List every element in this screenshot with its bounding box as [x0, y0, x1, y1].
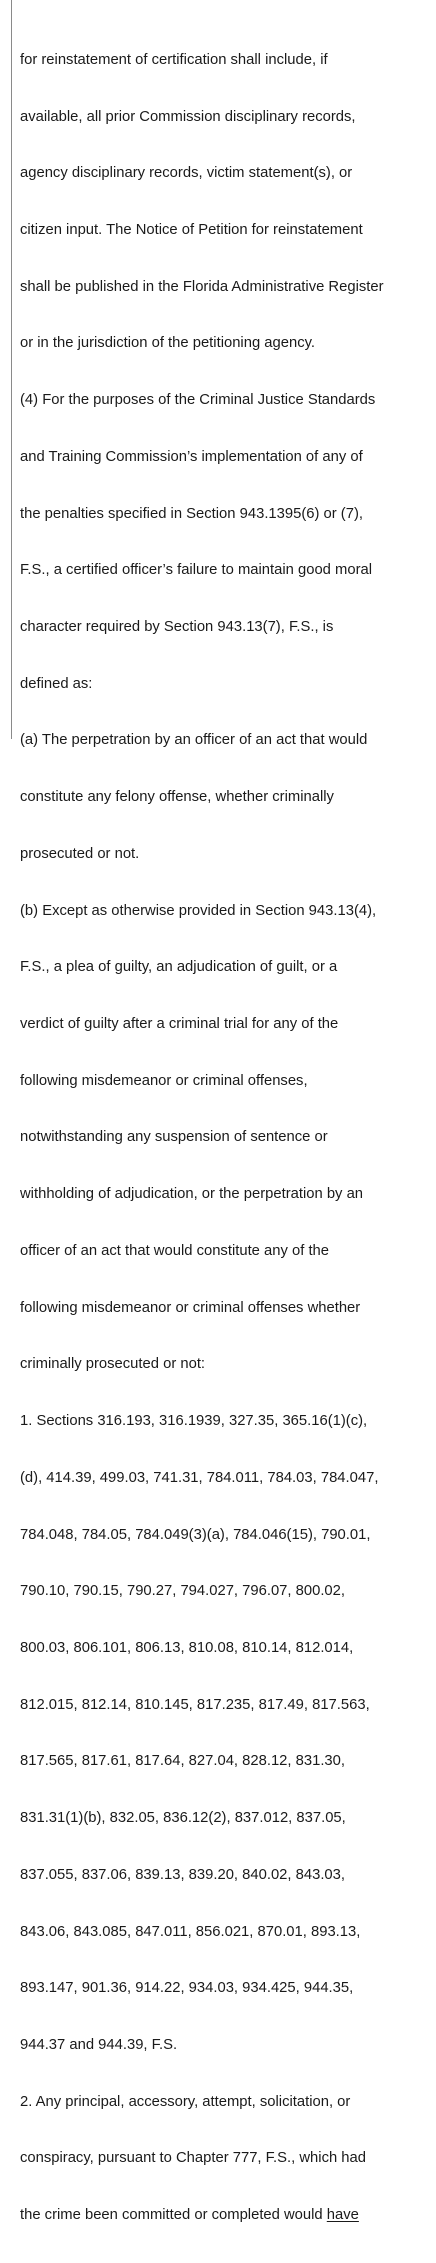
text-line: criminally prosecuted or not:	[20, 1356, 206, 1373]
text-line: 944.37 and 944.39, F.S.	[20, 2036, 178, 2053]
text-line: 812.015, 812.14, 810.145, 817.235, 817.49, 817.563,	[20, 1696, 370, 1713]
text-line: notwithstanding any suspension of sentence or	[20, 1129, 328, 1146]
have-link[interactable]: have	[326, 2207, 359, 2224]
text-line: (b) Except as otherwise provided in Section 943.13(4),	[20, 902, 377, 919]
text-line: withholding of adjudication, or the perpetration by an	[20, 1186, 364, 1203]
text-line: 2. Any principal, accessory, attempt, solicitation, or	[20, 2093, 351, 2110]
text-line: 790.10, 790.15, 790.27, 794.027, 796.07, 800.02,	[20, 1583, 345, 1600]
text-line: F.S., a certified officer’s failure to maintain good moral	[20, 562, 373, 579]
text-line: (4) For the purposes of the Criminal Justice Standards	[20, 392, 376, 409]
text-line: (d), 414.39, 499.03, 741.31, 784.011, 784.03, 784.047,	[20, 1469, 379, 1486]
text-line: officer of an act that would constitute any of the	[20, 1242, 330, 1259]
text-line: following misdemeanor or criminal offenses whether	[20, 1299, 361, 1316]
text-line: following misdemeanor or criminal offenses,	[20, 1072, 308, 1089]
text-line: 817.565, 817.61, 817.64, 827.04, 828.12, 831.30,	[20, 1753, 345, 1770]
text-line-with-link	[20, 2206, 434, 2225]
text-line: character required by Section 943.13(7), F.S., is	[20, 619, 334, 635]
text-line: constitute any felony offense, whether criminally	[20, 789, 334, 806]
text-line: citizen input. The Notice of Petition for reinstatement	[20, 221, 363, 238]
left-margin-rule	[11, 0, 12, 739]
text-line: prosecuted or not.	[20, 845, 140, 862]
text-line: and Training Commission’s implementation of any of	[20, 448, 363, 465]
text-line: F.S., a plea of guilty, an adjudication of guilt, or a	[20, 959, 338, 976]
text-line: 800.03, 806.101, 806.13, 810.08, 810.14, 812.014,	[20, 1639, 354, 1656]
text-line: the penalties specified in Section 943.1395(6) or (7),	[20, 505, 364, 522]
text-line: 843.06, 843.085, 847.011, 856.021, 870.01, 893.13,	[20, 1923, 361, 1940]
text-line: conspiracy, pursuant to Chapter 777, F.S., which had	[20, 2150, 366, 2167]
text-line: or in the jurisdiction of the petitioning agency.	[20, 335, 316, 352]
document-text	[20, 13, 434, 2263]
text-line: agency disciplinary records, victim statement(s), or	[20, 165, 353, 182]
text-line: 837.055, 837.06, 839.13, 839.20, 840.02, 843.03,	[20, 1866, 345, 1883]
text-line: 1. Sections 316.193, 316.1939, 327.35, 365.16(1)(c),	[20, 1413, 368, 1430]
text-line: 784.048, 784.05, 784.049(3)(a), 784.046(15), 790.01,	[20, 1526, 371, 1543]
text-line: 831.31(1)(b), 832.05, 836.12(2), 837.012, 837.05,	[20, 1810, 346, 1827]
text-line: (a) The perpetration by an officer of an act that would	[20, 732, 368, 749]
text-line: available, all prior Commission disciplinary records,	[20, 108, 356, 125]
text-line: shall be published in the Florida Administrative Register	[20, 278, 384, 295]
text-line: 893.147, 901.36, 914.22, 934.03, 934.425, 944.35,	[20, 1980, 354, 1997]
text-line-fragment: the crime been committed or completed would	[20, 2207, 327, 2224]
text-line: verdict of guilty after a criminal trial for any of the	[20, 1016, 339, 1033]
text-line: for reinstatement of certification shall include, if	[20, 51, 328, 68]
text-line: defined as:	[20, 675, 93, 692]
